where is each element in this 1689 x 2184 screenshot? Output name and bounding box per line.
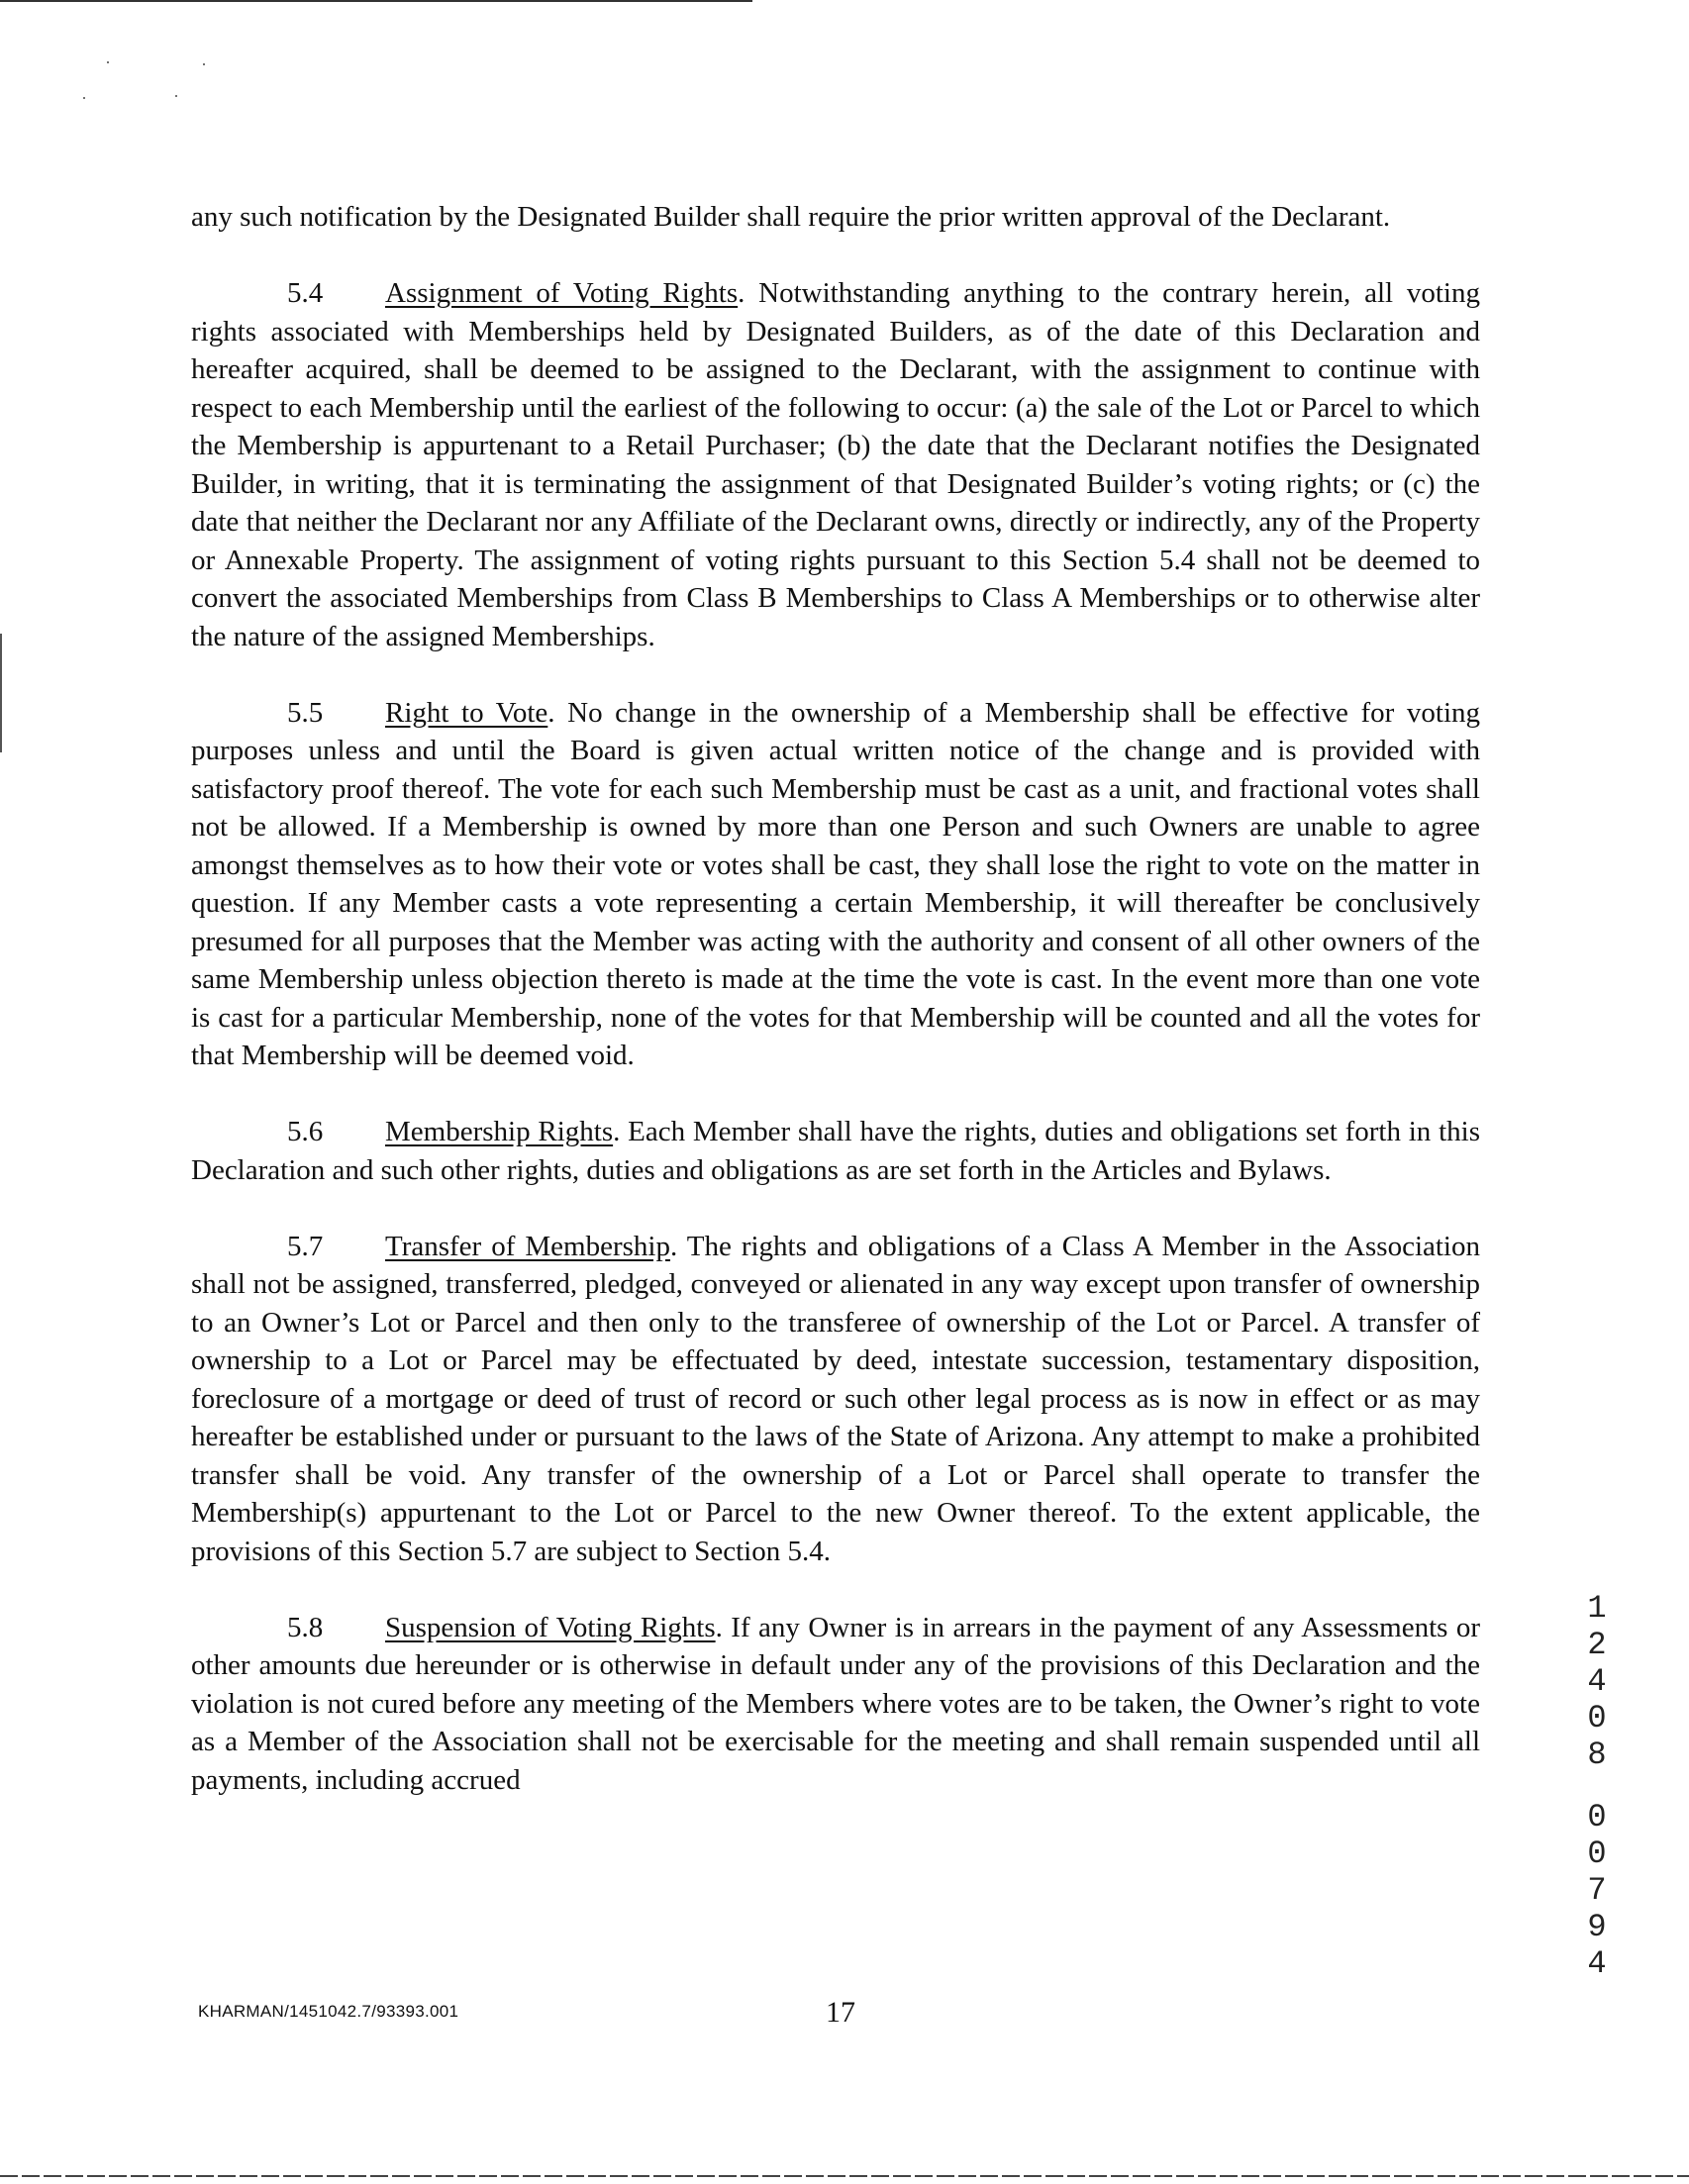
section-text: . The rights and obligations of a Class A Member in the Association shall not be assigned, transferred, pledged, conveyed or alienated in any way except upon transfer of ownership to an Owner’s Lot or Parcel and then only to the transferee of ownership of the Lot or Parcel. A transfer of ownership to a Lot or Parcel may be effectuated by deed, intestate succession, testamentary disposition, foreclosure of a mortgage or deed of trust of record or such other legal process as is now in effect or as may hereafter be established under or pursuant to the laws of the State of Arizona. Any attempt to make a prohibited transfer shall be void. Any transfer of the ownership of a Lot or Parcel shall operate to transfer the Membership(s) appurtenant to the Lot or Parcel to the new Owner thereof. To the extent applicable, the provisions of this Section 5.7 are subject to Section 5.4. — [191, 1230, 1480, 1567]
scan-edge-top — [0, 0, 752, 2]
section-title: Transfer of Membership — [385, 1230, 670, 1262]
scan-speck — [83, 97, 85, 99]
section-number: 5.6 — [287, 1116, 324, 1147]
section-number: 5.8 — [287, 1611, 324, 1643]
recording-digit: 0 — [1587, 1799, 1607, 1836]
section-number: 5.4 — [287, 277, 324, 309]
recording-digit: 1 — [1587, 1590, 1607, 1627]
recording-number-gap — [1582, 1773, 1612, 1799]
paragraph-continuation — [191, 198, 1480, 237]
recording-number — [1582, 1590, 1612, 1982]
recording-number-bottom — [1582, 1799, 1612, 1982]
section-5-7 — [191, 1228, 1480, 1571]
section-number: 5.7 — [287, 1230, 324, 1262]
recording-digit: 0 — [1587, 1700, 1607, 1737]
scan-speck — [203, 63, 205, 65]
section-title: Assignment of Voting Rights — [385, 277, 739, 309]
section-5-4 — [191, 274, 1480, 655]
paragraph-text: any such notification by the Designated Builder shall require the prior written approval of the Declarant. — [191, 201, 1391, 233]
section-text: . If any Owner is in arrears in the payment of any Assessments or other amounts due hereunder or is otherwise in default under any of the provisions of this Declaration and the violation is not cured before any meeting of the Members where votes are to be taken, the Owner’s right to vote as a Member of the Association shall not be exercisable for the meeting and shall remain suspended until all payments, including accrued — [191, 1611, 1481, 1796]
section-text: . No change in the ownership of a Membership shall be effective for voting purposes unless and until the Board is given actual written notice of the change and is provided with satisfactory proof thereof. The vote for each such Membership must be cast as a unit, and fractional votes shall not be allowed. If a Membership is owned by more than one Person and such Owners are unable to agree amongst themselves as to how their vote or votes shall be cast, they shall lose the right to vote on the matter in question. If any Member casts a vote representing a certain Membership, it will thereafter be conclusively presumed for all purposes that the Member was acting with the authority and consent of all other owners of the same Membership unless objection thereto is made at the time the vote is cast. In the event more than one vote is cast for a particular Membership, none of the votes for that Membership will be counted and all the votes for that Membership will be deemed void. — [191, 696, 1481, 1071]
footer-document-id: KHARMAN/1451042.7/93393.001 — [198, 2002, 459, 2021]
page-number: 17 — [826, 1996, 855, 2029]
section-title: Right to Vote — [385, 696, 548, 729]
document-body — [191, 198, 1480, 1837]
scan-edge-left — [0, 634, 2, 752]
recording-digit: 4 — [1587, 1945, 1607, 1982]
section-title: Suspension of Voting Rights — [385, 1611, 716, 1643]
section-5-5 — [191, 694, 1480, 1075]
section-text: . Each Member shall have the rights, duties and obligations set forth in this Declaration and such other rights, duties and obligations as are set forth in the Articles and Bylaws. — [191, 1116, 1480, 1186]
section-number: 5.5 — [287, 696, 324, 729]
section-5-6 — [191, 1113, 1480, 1189]
scan-edge-bottom — [0, 2175, 1689, 2177]
section-title: Membership Rights — [385, 1116, 614, 1147]
recording-digit: 7 — [1587, 1872, 1607, 1909]
recording-digit: 9 — [1587, 1909, 1607, 1945]
scan-speck — [107, 61, 109, 63]
section-text: . Notwithstanding anything to the contrary herein, all voting rights associated with Memberships held by Designated Builders, as of the date of this Declaration and hereafter acquired, shall be deemed to be assigned to the Declarant, with the assignment to continue with respect to each Membership until the earliest of the following to occur: (a) the sale of the Lot or Parcel to which the Membership is appurtenant to a Retail Purchaser; (b) the date that the Declarant notifies the Designated Builder, in writing, that it is terminating the assignment of that Designated Builder’s voting rights; or (c) the date that neither the Declarant nor any Affiliate of the Declarant owns, directly or indirectly, any of the Property or Annexable Property. The assignment of voting rights pursuant to this Section 5.4 shall not be deemed to convert the associated Memberships from Class B Memberships to Class A Memberships or to otherwise alter the nature of the assigned Memberships. — [191, 277, 1480, 652]
recording-digit: 0 — [1587, 1836, 1607, 1872]
section-5-8 — [191, 1609, 1480, 1800]
recording-digit: 2 — [1587, 1627, 1607, 1663]
scan-speck — [175, 95, 177, 97]
recording-digit: 8 — [1587, 1737, 1607, 1773]
recording-number-top — [1582, 1590, 1612, 1773]
recording-digit: 4 — [1587, 1663, 1607, 1700]
